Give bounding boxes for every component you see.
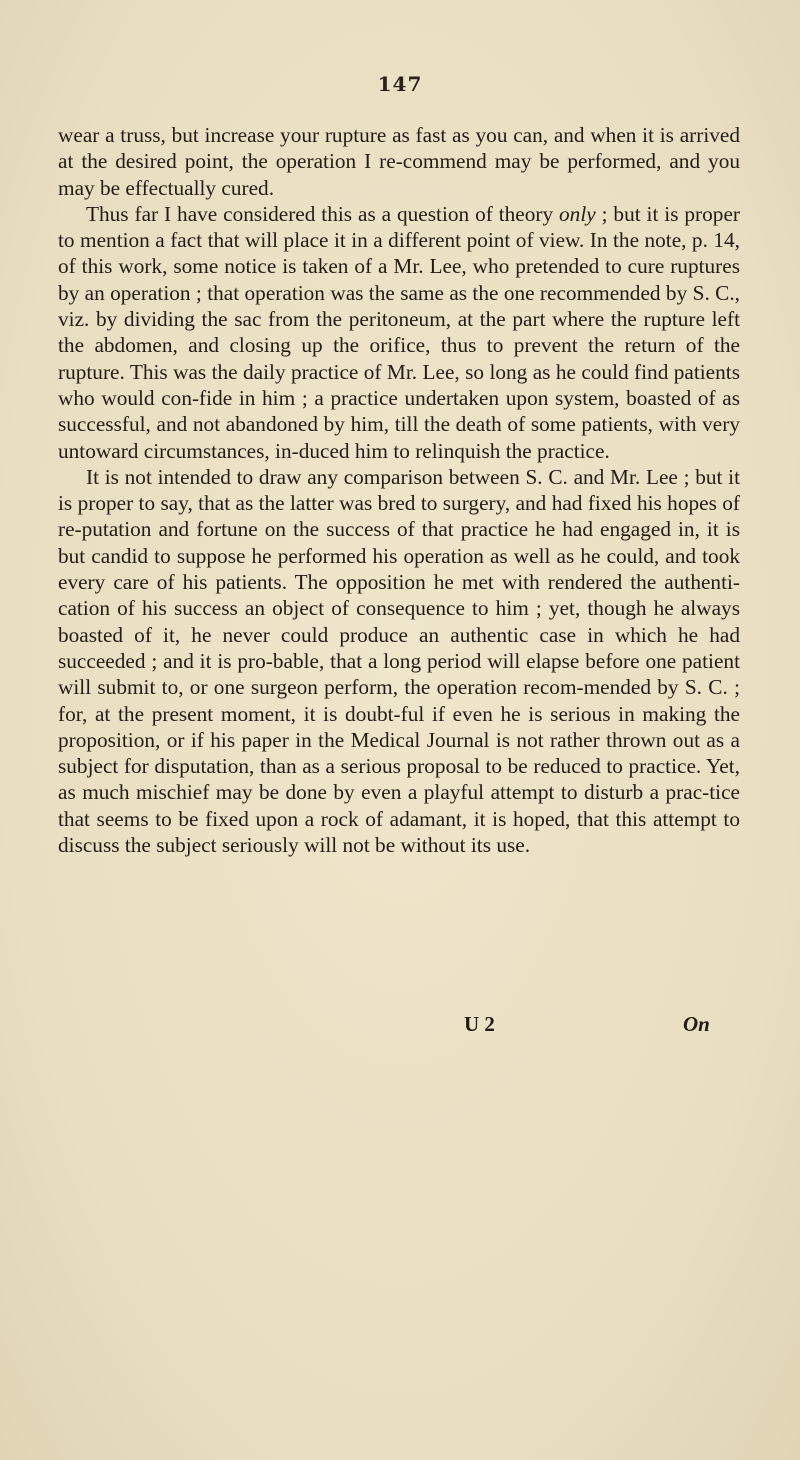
signature-mark: U 2 [464,1012,495,1036]
paragraph-3-text: It is not intended to draw any comparison between S. C. and Mr. Lee ; but it is proper to say, that as the latter was bred to surgery, and had fixed his hopes of re-putation and fortune on the success of that practice he had engaged in, it is but candid to suppose he performed his operation as well as he could, and took every care of his patients. The opposition he met with rendered the authenti-cation of his success an object of consequence to him ; yet, though he always boasted of it, he never could produce an authentic case in which he had succeeded ; and it is pro-bable, that a long period will elapse before one patient will submit to, or one surgeon perform, the operation recom-mended by S. C. ; for, at the present moment, it is doubt-ful if even he is serious in making the proposition, or if his paper in the Medical Journal is not rather thrown out as a subject for disputation, than as a serious proposal to be reduced to practice. Yet, as much mischief may be done by even a playful attempt to disturb a prac-tice that seems to be fixed upon a rock of adamant, it is hoped, that this attempt to discuss the subject seriously will not be without its use. [58,464,740,858]
paragraph-2-italic: only [559,201,596,226]
paragraph-3 [58,464,740,858]
paragraph-2 [58,201,740,464]
page-footer [0,1012,800,1048]
catchword: On [683,1012,710,1036]
paragraph-1-text: wear a truss, but increase your rupture as fast as you can, and when it is arrived at the desired point, the operation I re-commend may be performed, and you may be effectually cured. [58,123,740,200]
body-text [58,122,740,858]
paragraph-1 [58,122,740,201]
page-number: 147 [377,72,423,96]
paragraph-2-text-a: Thus far I have considered this as a question of theory [86,201,560,226]
paragraph-2-text-b: ; but it is proper to mention a fact that will place it in a different point of view. In the note, p. 14, of this work, some notice is taken of a Mr. Lee, who pretended to cure ruptures by an operation ; that operation was the same as the one recommended by S. C., viz. by dividing the sac from the peritoneum, at the part where the rupture left the abdomen, and closing up the orifice, thus to prevent the return of the rupture. This was the daily practice of Mr. Lee, so long as he could find patients who would con-fide in him ; a practice undertaken upon system, boasted of as successful, and not abandoned by him, till the death of some patients, with very untoward circumstances, in-duced him to relinquish the practice. [58,201,740,463]
